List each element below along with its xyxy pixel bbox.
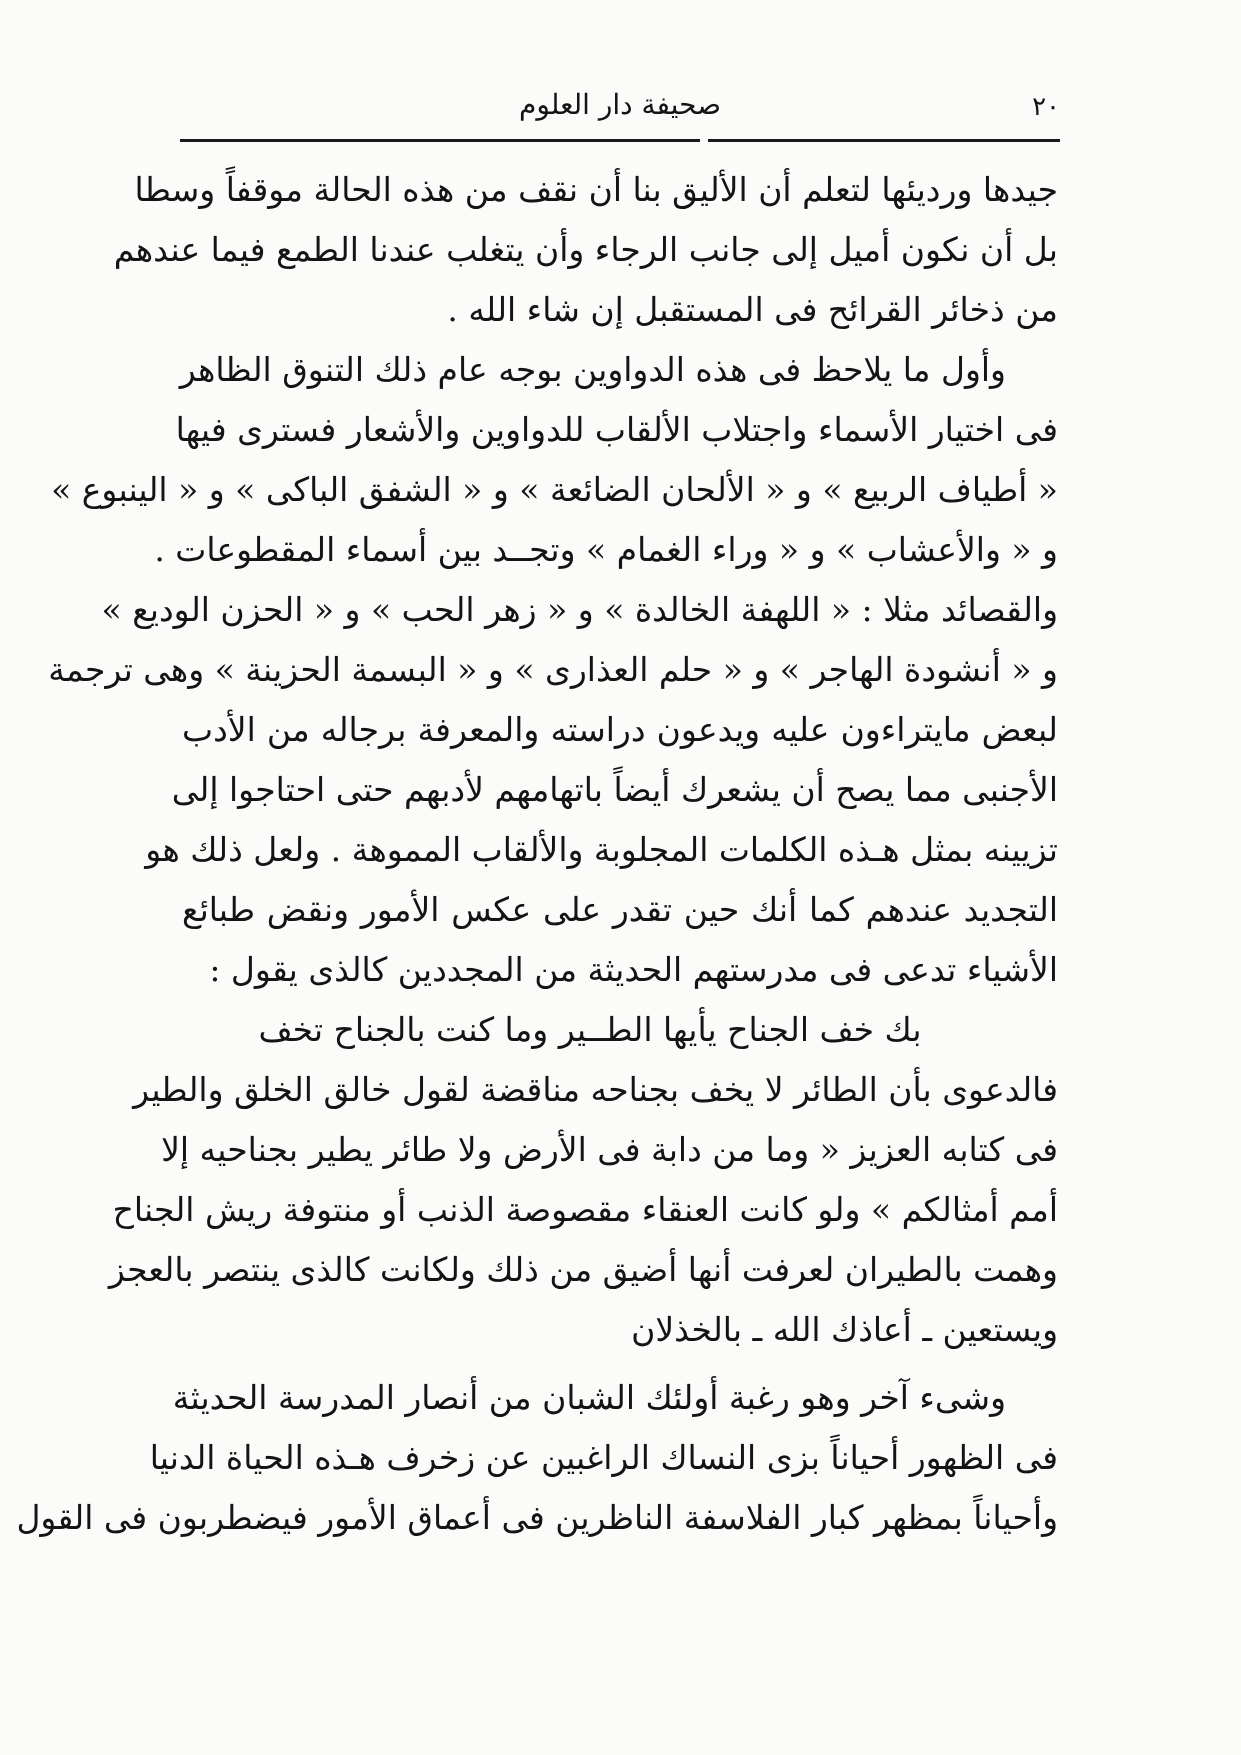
header-rule (180, 139, 1060, 142)
running-title: صحيفة دار العلوم (519, 88, 721, 121)
text-line: تزيينه بمثل هـذه الكلمات المجلوبة والألقاب المموهة . ولعل ذلك هو (145, 830, 1058, 869)
page-header (180, 84, 1060, 134)
text-line: « أطياف الربيع » و « الألحان الضائعة » و « الشفق الباكى » و « الينبوع » (51, 470, 1058, 509)
text-line: التجديد عندهم كما أنك حين تقدر على عكس الأمور ونقض طبائع (182, 890, 1058, 929)
text-line: جيدها ورديئها لتعلم أن الأليق بنا أن نقف من هذه الحالة موقفاً وسطا (134, 170, 1058, 209)
text-line: فالدعوى بأن الطائر لا يخف بجناحه مناقضة لقول خالق الخلق والطير (133, 1070, 1058, 1109)
body-text (16, 160, 1058, 1548)
text-line: الأشياء تدعى فى مدرستهم الحديثة من المجددين كالذى يقول : (209, 950, 1058, 989)
page-number: ٢٠ (1032, 92, 1060, 122)
text-line: وهمت بالطيران لعرفت أنها أضيق من ذلك ولكانت كالذى ينتصر بالعجز (108, 1250, 1058, 1289)
text-line: بل أن نكون أميل إلى جانب الرجاء وأن يتغلب عندنا الطمع فيما عندهم (113, 230, 1058, 269)
text-line: ويستعين ـ أعاذك الله ـ بالخذلان (631, 1310, 1058, 1349)
text-line: والقصائد مثلا : « اللهفة الخالدة » و « زهر الحب » و « الحزن الوديع » (101, 590, 1058, 629)
text-line: وشىء آخر وهو رغبة أولئك الشبان من أنصار المدرسة الحديثة (172, 1378, 1006, 1417)
text-line: لبعض مايتراءون عليه ويدعون دراسته والمعرفة برجاله من الأدب (182, 710, 1058, 749)
text-line: وأول ما يلاحظ فى هذه الدواوين بوجه عام ذلك التنوق الظاهر (179, 350, 1006, 389)
text-line: من ذخائر القرائح فى المستقبل إن شاء الله . (447, 290, 1058, 329)
text-line: فى كتابه العزيز « وما من دابة فى الأرض ولا طائر يطير بجناحيه إلا (161, 1130, 1058, 1169)
text-line: وأحياناً بمظهر كبار الفلاسفة الناظرين فى أعماق الأمور فيضطربون فى القول (16, 1498, 1058, 1537)
text-line: الأجنبى مما يصح أن يشعرك أيضاً باتهامهم لأدبهم حتى احتاجوا إلى (171, 770, 1058, 809)
text-line: فى الظهور أحياناً بزى النساك الراغبين عن زخرف هـذه الحياة الدنيا (149, 1438, 1058, 1477)
text-line: فى اختيار الأسماء واجتلاب الألقاب للدواوين والأشعار فسترى فيها (175, 410, 1058, 449)
text-line: أمم أمثالكم » ولو كانت العنقاء مقصوصة الذنب أو منتوفة ريش الجناح (112, 1190, 1058, 1229)
verse-line: بك خف الجناح يأيها الطــير وما كنت بالجناح تخف (258, 1010, 922, 1049)
header-rule-break (700, 137, 708, 144)
text-line: و « والأعشاب » و « وراء الغمام » وتجــد بين أسماء المقطوعات . (154, 530, 1058, 569)
text-line: و « أنشودة الهاجر » و « حلم العذارى » و « البسمة الحزينة » وهى ترجمة (48, 650, 1058, 689)
